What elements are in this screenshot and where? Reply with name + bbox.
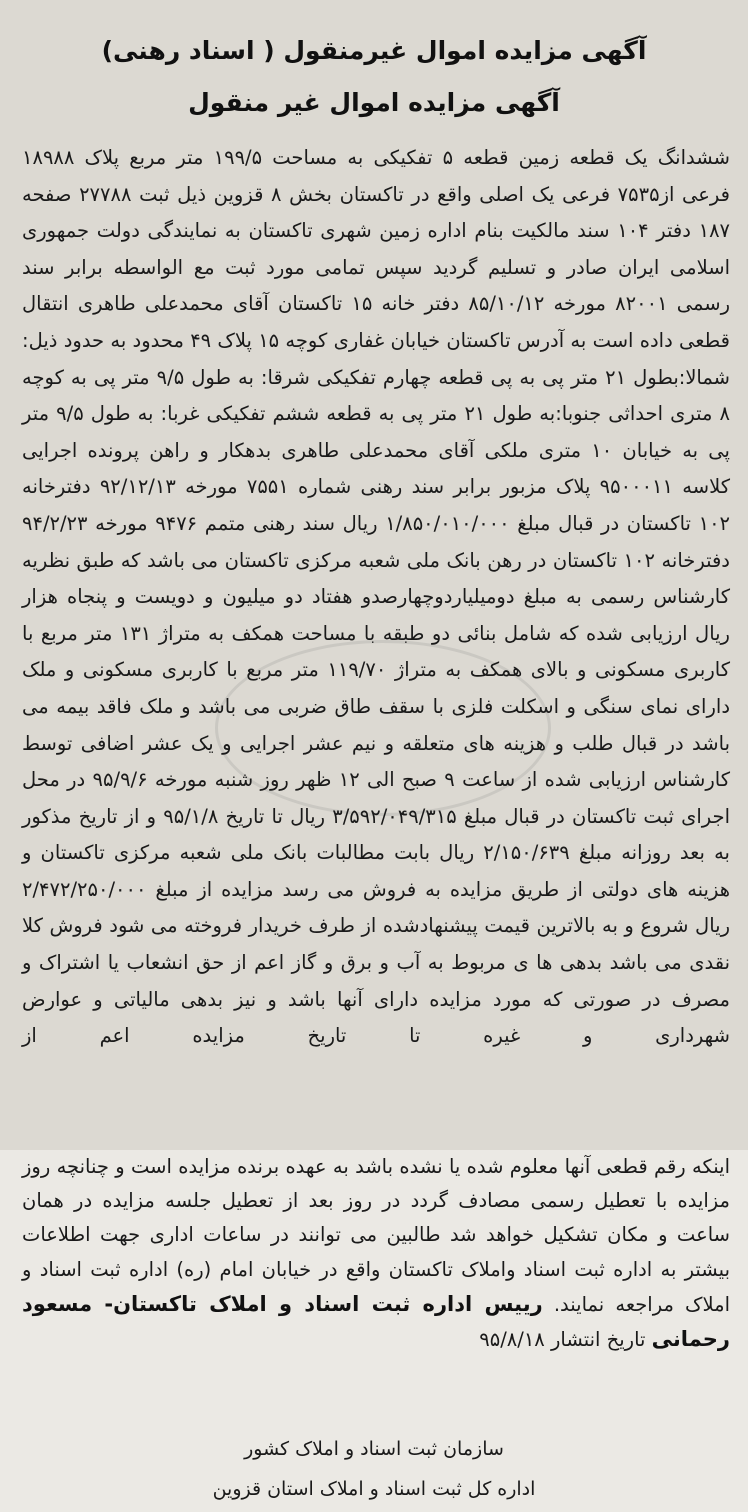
notice-body-cont-text: اینکه رقم قطعی آنها معلوم شده یا نشده باشد به عهده برنده مزایده است و چنانچه روز مزایده با تعطیل رسمی مصادف گردد در روز بعد از تعطیل جلسه مزایده در همان ساعت و مکان تشکیل خواهد شد طالبین می توانند در ساعات اداری جهت اطلاعات بیشتر به اداره ثبت اسناد واملاک تاکستان واقع در خیابان امام (ره) اداره ثبت اسناد و املاک مراجعه نمایند. <box>22 1155 730 1316</box>
footer-department: اداره کل ثبت اسناد و املاک استان قزوین <box>212 1478 536 1500</box>
footer-organization: سازمان ثبت اسناد و املاک کشور <box>244 1438 504 1460</box>
notice-title-main: آگهی مزایده اموال غیرمنقول ( اسناد رهنی) <box>101 36 647 65</box>
notice-signer: رییس اداره ثبت اسناد و املاک تاکستان- مسعود رحمانی <box>22 1291 730 1352</box>
notice-title-sub: آگهی مزایده اموال غیر منقول <box>188 88 560 117</box>
notice-body-continued <box>22 1150 730 1357</box>
notice-body: ششدانگ یک قطعه زمین قطعه ۵ تفکیکی به مساحت ۱۹۹/۵ متر مربع پلاک ۱۸۹۸۸ فرعی از۷۵۳۵ فرعی یک اصلی واقع در تاکستان بخش ۸ قزوین ذیل ثبت ۲۷۷۸۸ صفحه ۱۸۷ دفتر ۱۰۴ سند مالکیت بنام اداره زمین شهری تاکستان به نمایندگی دولت جمهوری اسلامی ایران صادر و تسلیم گردید سپس تمامی مورد ثبت مع الواسطه برابر سند رسمی ۸۲۰۰۱ مورخه ۸۵/۱۰/۱۲ دفتر خانه ۱۵ تاکستان آقای محمدعلی طاهری انتقال قطعی داده است به آدرس تاکستان خیابان غفاری کوچه ۱۵ پلاک ۴۹ محدود به حدود ذیل: شمالا:بطول ۲۱ متر پی به پی قطعه چهارم تفکیکی شرقا: به طول ۹/۵ متر پی به کوچه ۸ متری احداثی جنوبا:به طول ۲۱ متر پی به قطعه ششم تفکیکی غربا: به طول ۹/۵ متر پی به خیابان ۱۰ متری ملکی آقای محمدعلی طاهری بدهکار و راهن پرونده اجرایی کلاسه ۹۵۰۰۰۱۱ پلاک مزبور برابر سند رهنی شماره ۷۵۵۱ مورخه ۹۲/۱۲/۱۳ دفترخانه ۱۰۲ تاکستان در قبال مبلغ ۱/۸۵۰/۰۱۰/۰۰۰ ریال سند رهنی متمم ۹۴۷۶ مورخه ۹۴/۲/۲۳ دفترخانه ۱۰۲ تاکستان در رهن بانک ملی شعبه مرکزی تاکستان می باشد که طبق نظریه کارشناس رسمی به مبلغ دومیلیاردوچهارصدو هفتاد دو میلیون و دویست و پنجاه هزار ریال ارزیابی شده که شامل بنائی دو طبقه با مساحت همکف به متراژ ۱۳۱ متر مربع با کاربری مسکونی و بالای همکف به متراژ ۱۱۹/۷۰ متر مربع با کاربری مسکونی و ملک دارای نمای سنگی و اسکلت فلزی با سقف طاق ضربی می باشد و ملک فاقد بیمه می باشد در قبال طلب و هزینه های متعلقه و نیم عشر اجرایی و یک عشر اضافی توسط کارشناس ارزیابی شده از ساعت ۹ صبح الی ۱۲ ظهر روز شنبه مورخه ۹۵/۹/۶ در محل اجرای ثبت تاکستان در قبال مبلغ ۳/۵۹۲/۰۴۹/۳۱۵ ریال تا تاریخ ۹۵/۱/۸ و از تاریخ مذکور به بعد روزانه مبلغ ۲/۱۵۰/۶۳۹ ریال بابت مطالبات بانک ملی شعبه مرکزی تاکستان و هزینه های دولتی از طریق مزایده به فروش می رسد مزایده از مبلغ ۲/۴۷۲/۲۵۰/۰۰۰ ریال شروع و به بالاترین قیمت پیشنهادشده از طرف خریدار فروخته می شود فروش کلا نقدی می باشد بدهی ها ی مربوط به آب و برق و گاز اعم از حق انشعاب یا اشتراک و مصرف در صورتی که مورد مزایده دارای آنها باشد و نیز بدهی مالیاتی و عوارض شهرداری و غیره تا تاریخ مزایده اعم از <box>22 146 731 1048</box>
notice-publish-date: تاریخ انتشار ۹۵/۸/۱۸ <box>479 1328 646 1352</box>
